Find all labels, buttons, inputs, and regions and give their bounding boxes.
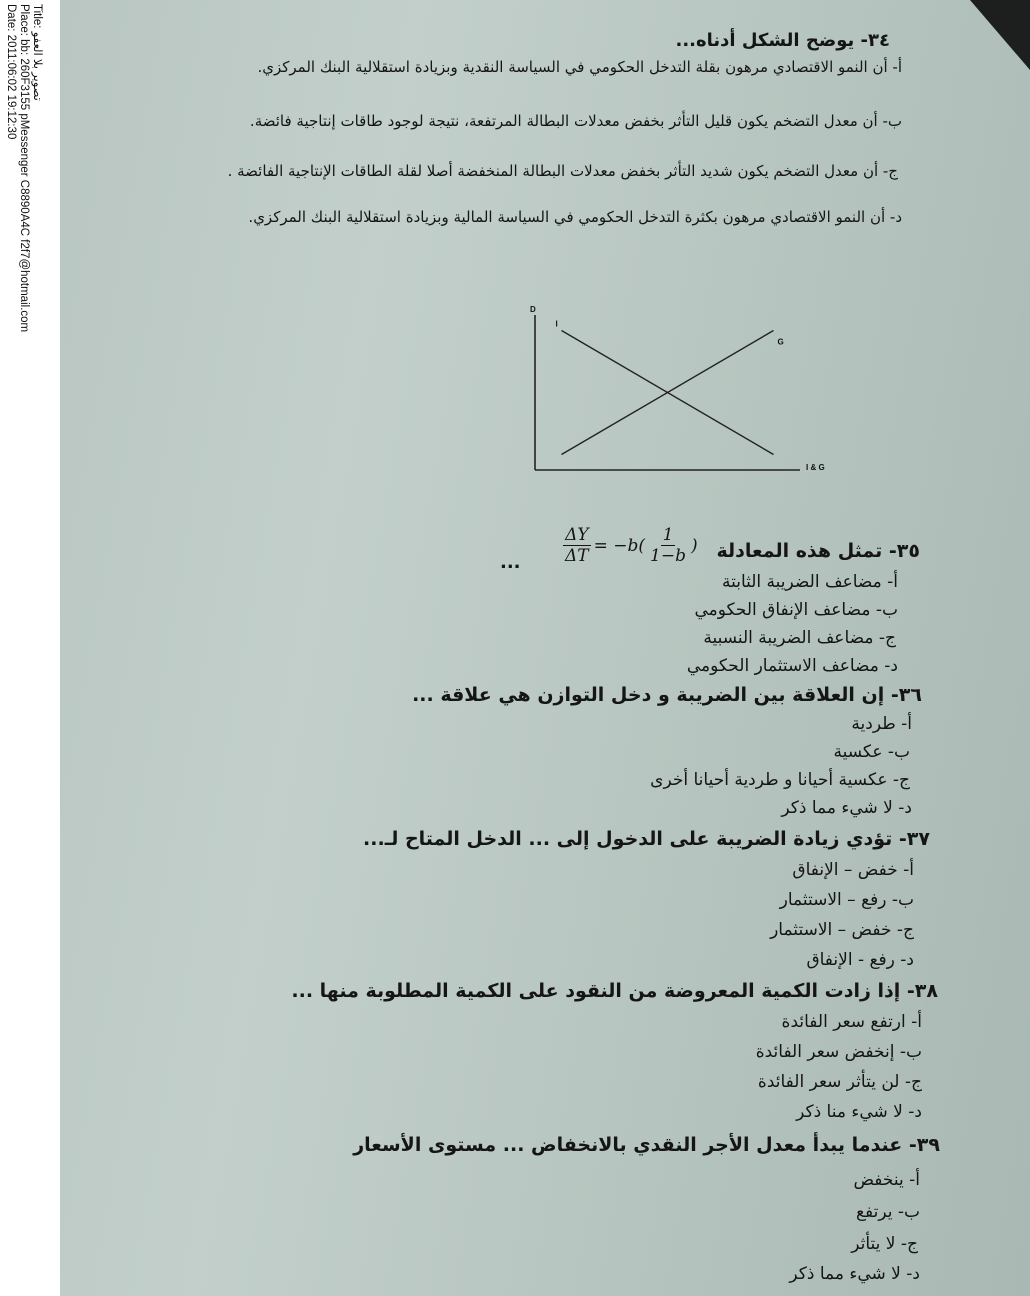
formula (560, 525, 698, 566)
formula-lhs-num: ΔY (565, 525, 589, 545)
question-39-option-c: ج- لا يتأثر (851, 1234, 918, 1254)
formula-lhs (563, 525, 591, 566)
question-38-option-c: ج- لن يتأثر سعر الفائدة (757, 1072, 922, 1092)
fax-header (4, 4, 43, 332)
question-38-option-d: د- لا شيء منا ذكر (796, 1102, 922, 1122)
question-34-option-b: ب- أن معدل التضخم يكون قليل التأثر بخفض معدلات البطالة المرتفعة، نتيجة لوجود طاقات إنتاجية فائضة. (249, 112, 902, 130)
question-39-title: ٣٩- عندما يبدأ معدل الأجر النقدي بالانخفاض ... مستوى الأسعار (353, 1134, 940, 1156)
question-37-option-a: أ- خفض – الإنفاق (792, 860, 914, 880)
chart-svg (520, 300, 850, 490)
page-shadow-corner (970, 0, 1030, 70)
question-35-option-b: ب- مضاعف الإنفاق الحكومي (694, 600, 898, 620)
series-group (556, 320, 784, 455)
question-35-title: ٣٥- تمثل هذه المعادلة (716, 540, 920, 562)
question-36-option-b: ب- عكسية (833, 742, 910, 762)
formula-rhs-num: 1 (662, 525, 674, 545)
question-36-title: ٣٦- إن العلاقة بين الضريبة و دخل التوازن هي علاقة ... (412, 684, 922, 706)
formula-close: ) (691, 535, 698, 556)
question-35-option-a: أ- مضاعف الضريبة الثابتة (721, 572, 898, 592)
formula-lhs-den: ΔT (565, 546, 589, 566)
fax-title: Title: تصوير بلا العفو (31, 4, 43, 101)
question-35-option-d: د- مضاعف الاستثمار الحكومي (686, 656, 898, 676)
chart (520, 300, 850, 494)
question-38-option-b: ب- إنخفض سعر الفائدة (755, 1042, 922, 1062)
question-39-option-b: ب- يرتفع (855, 1202, 920, 1222)
series-label-G: G (777, 337, 784, 347)
fax-date: Date: 2011:06:02 19:12:30 (5, 4, 17, 140)
question-37-option-d: د- رفع - الإنفاق (806, 950, 914, 970)
x-axis-label: I & G (806, 463, 825, 472)
document-page (60, 0, 1030, 1296)
question-37-option-c: ج- خفض – الاستثمار (770, 920, 914, 940)
question-35-dots: ... (500, 552, 521, 573)
question-38-option-a: أ- ارتفع سعر الفائدة (781, 1012, 922, 1032)
question-39-option-d: د- لا شيء مما ذكر (789, 1264, 920, 1284)
fax-header-strip (0, 0, 60, 1296)
formula-rhs (648, 525, 688, 566)
fax-place: Place: bb: 260F3155 pMessenger C8890A4C f2f7@hotmail.com (18, 4, 30, 333)
question-39-option-a: أ- ينخفض (853, 1170, 920, 1190)
formula-rhs-den: 1−b (650, 546, 686, 566)
question-37-title: ٣٧- تؤدي زيادة الضريبة على الدخول إلى ... الدخل المتاح لـ... (363, 828, 930, 850)
question-34-title: ٣٤- يوضح الشكل أدناه... (675, 30, 890, 51)
question-36-option-c: ج- عكسية أحيانا و طردية أحيانا أخرى (650, 770, 910, 790)
question-38-title: ٣٨- إذا زادت الكمية المعروضة من النقود على الكمية المطلوبة منها ... (291, 980, 938, 1002)
question-34-option-c: ج- أن معدل التضخم يكون شديد التأثر بخفض معدلات البطالة المنخفضة أصلا لقلة الطاقات الإنتاجية الفائضة . (227, 162, 898, 180)
question-36-option-a: أ- طردية (851, 714, 912, 734)
question-35-option-c: ج- مضاعف الضريبة النسبية (703, 628, 896, 648)
question-36-option-d: د- لا شيء مما ذكر (781, 798, 912, 818)
y-axis-label: D (530, 305, 536, 314)
formula-mid: = −b( (593, 535, 646, 556)
series-label-I: I (555, 319, 558, 329)
question-37-option-b: ب- رفع – الاستثمار (779, 890, 914, 910)
question-34-option-a: أ- أن النمو الاقتصادي مرهون بقلة التدخل الحكومي في السياسة النقدية وبزيادة استقلالية البنك المركزي. (257, 58, 902, 76)
question-34-option-d: د- أن النمو الاقتصادي مرهون بكثرة التدخل الحكومي في السياسة المالية وبزيادة استقلالية البنك المركزي. (248, 208, 902, 226)
